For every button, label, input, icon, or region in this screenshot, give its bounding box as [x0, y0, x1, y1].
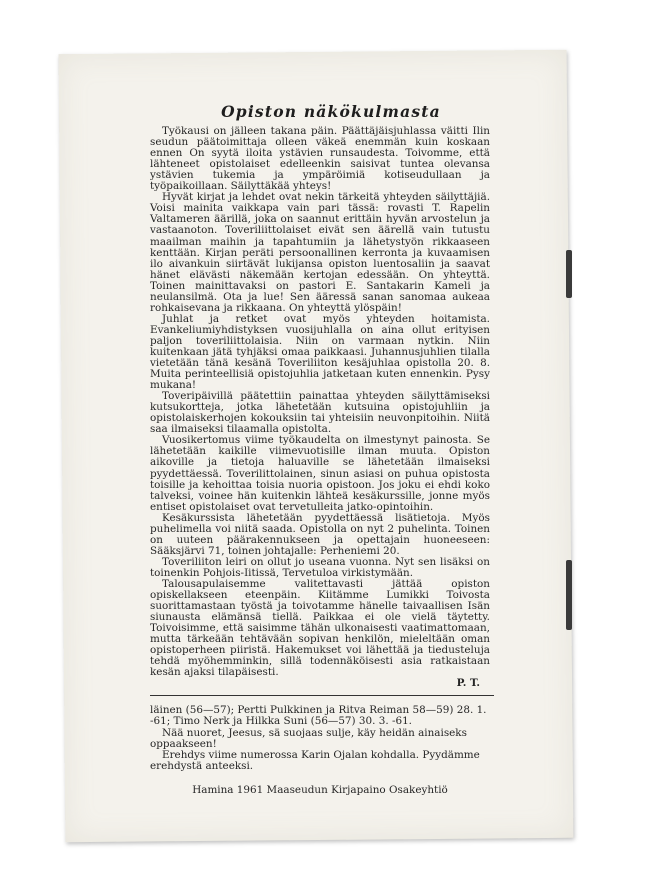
- paragraph: Hyvät kirjat ja lehdet ovat nekin tärkeitä yhteyden säilyttäjiä. Voisi mainita vaikkapa vain pari tässä: rovasti T. Rapelin Valtameren äärillä, joka on saannut erittäin hyvän arvostelun ja vastaanoton. Toveriliittolaiset eivät sen äärellä vain tutustu maailman maihin ja tapahtumiin ja lähetystyön rikkaaseen kenttään. Kirjan peräti persoonallinen kerronta ja kuvaamisen ilo aivankuin siirtävät lukijansa opiston luentosaliin ja saavat hänet elävästi näkemään kertojan edessään. On yhteyttä. Toinen mainittavaksi on pastori E. Santakarin Kameli ja neulansilmä. Ota ja lue! Sen ääressä sanan sanomaa aukeaa rohkaisevana ja rikkaana. On yhteyttä ylöspäin!: [150, 191, 490, 314]
- paragraph: Toveriliiton leiri on ollut jo useana vuonna. Nyt sen lisäksi on toinenkin Pohjois-Iitissä, Tervetuloa virkistymään.: [150, 555, 490, 579]
- correction-note: Erehdys viime numerossa Karin Ojalan kohdalla. Pyydämme erehdystä anteeksi.: [150, 748, 480, 772]
- paragraph: Talousapulaisemme valitettavasti jättää opiston opiskellakseen eteenpäin. Kiitämme Lumikki Toivosta suorittamastaan työstä ja toivotamme hänelle taivaallisen Isän siunausta elämänsä tiellä. Paikkaa ei ole vielä täytetty. Toivoisimme, että saisimme tähän ulkonaisesti vaatimattomaan, mutta tärkeään tehtävään sopivan henkilön, mieleltään oman opistoperheen piiristä. Hakemukset voi lähettää ja tiedusteluja tehdä myöhemminkin, sillä todennäköisesti asia ratkaistaan kesän ajaksi tilapäisesti.: [150, 577, 490, 679]
- staple-top: [566, 250, 572, 298]
- signature: P. T.: [456, 677, 480, 690]
- divider-rule: [150, 695, 494, 696]
- printer-footer: Hamina 1961 Maaseudun Kirjapaino Osakeyhtiö: [192, 783, 448, 796]
- page-title: Opiston näkökulmasta: [221, 102, 441, 121]
- paragraph: Kesäkurssista lähetetään pyydettäessä lisätietoja. Myös puhelimella voi niitä saada. Opistolla on nyt 2 puhelinta. Toinen on uuteen päärakennukseen ja opettajain huoneeseen: Sääksjärvi 71, toinen johtajalle: Perheniemi 20.: [150, 511, 490, 557]
- paragraph: Työkausi on jälleen takana päin. Päättäjäisjuhlassa väitti Ilin seudun päätoimittaja olleen väkeä enemmän kuin koskaan ennen On syytä iloita ystävien runsaudesta. Toivomme, että lähteneet opistolaiset edelleenkin saisivat tuntea olevansa ystävien tukemia ja ympäröimiä kotiseudullaan ja työpaikoillaan. Säilyttäkää yhteys!: [150, 125, 490, 193]
- paragraph: Vuosikertomus viime työkaudelta on ilmestynyt painosta. Se lähetetään kaikille viimevuotisille ilman muuta. Opiston aikoville ja tietoja haluaville se lähetetään ilmaiseksi pyydettäessä. Toverilittolainen, sinun asiasi on puhua opistosta toisille ja kehoittaa toisia nuoria opistoon. Jos joku ei ehdi koko talveksi, voinee hän kuitenkin lähteä kesäkurssille, jonne myös entiset opistolaiset ovat tervetulleita jatko-opintoihin.: [150, 434, 490, 513]
- student-list-text: läinen (56—57); Pertti Pulkkinen ja Ritva Reiman 58—59) 28. 1. -61; Timo Nerk ja Hilkka Suni (56—57) 30. 3. -61.: [150, 704, 487, 728]
- paragraph: Juhlat ja retket ovat myös yhteyden hoitamista. Evankeliumiyhdistyksen vuosijuhlalla on aina ollut erityisen paljon toveriliittolaisia. Niin on varmaan nytkin. Niin kuitenkaan jätä tyhjäksi omaa paikkaasi. Juhannusjuhlien tilalla vietetään tänä kesänä Toveriliiton kesäjuhlaa opistolla 20. 8. Muita perinteellisiä opistojuhlia jatketaan kuten ennenkin. Pysy mukana!: [150, 312, 490, 392]
- verse-text: Nää nuoret, Jeesus, sä suojaas sulje, käy heidän ainaiseks oppaakseen!: [150, 726, 467, 750]
- page-text: [150, 102, 490, 796]
- paragraph: Toveripäivillä päätettiin painattaa yhteyden säilyttämiseksi kutsukortteja, jotka lähetetään kutsuina opistojuhliin ja opistolaiskerhojen kokouksiin tai yhteisiin neuvonpitoihin. Niitä saa ilmaiseksi tilaamalla opistolta.: [150, 390, 490, 436]
- staple-bottom: [566, 560, 572, 630]
